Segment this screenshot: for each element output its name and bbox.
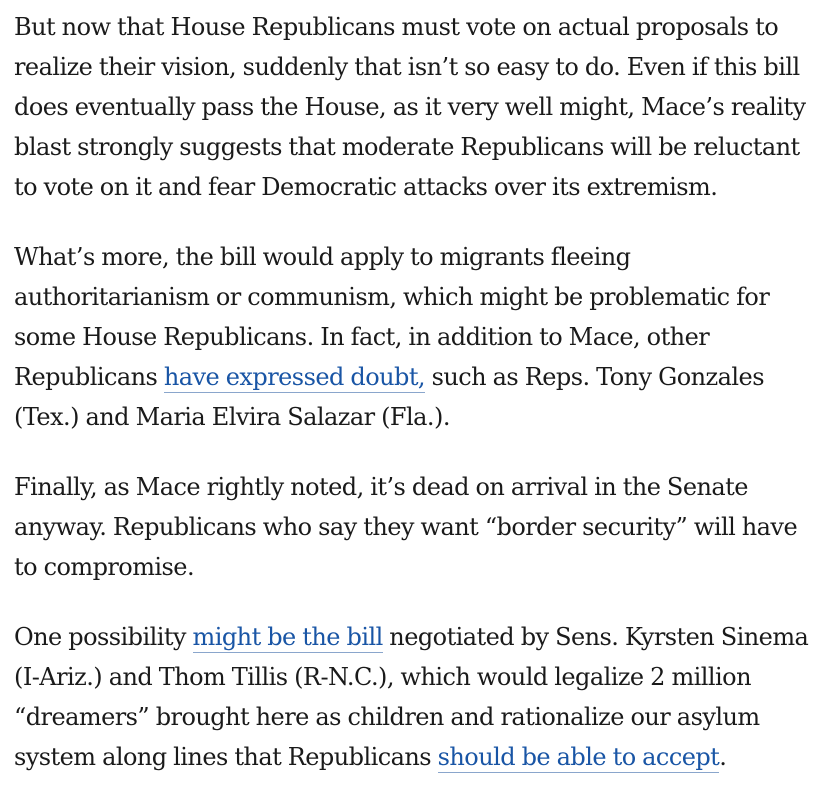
paragraph-1 xyxy=(14,7,814,207)
have-expressed-doubt-link[interactable]: have expressed doubt, xyxy=(163,363,425,391)
paragraph-3-text: Finally, as Mace rightly noted, it’s dead on arrival in the Senate anyway. Republicans who say they want “border security” will have to compromise. xyxy=(14,473,798,581)
should-be-able-to-accept-link[interactable]: should be able to accept xyxy=(437,743,720,771)
paragraph-4-text-middle: negotiated by Sens. Kyrsten Sinema (I-Ariz.) and Thom Tillis (R-N.C.), which would legalize 2 million “dreamers” brought here as children and rationalize our asylum system along lines that Republicans xyxy=(14,623,809,771)
paragraph-1-text: But now that House Republicans must vote on actual proposals to realize their vision, suddenly that isn’t so easy to do. Even if this bill does eventually pass the House, as it very well might, Mace’s reality blast strongly suggests that moderate Republicans will be reluctant to vote on it and fear Democratic attacks over its extremism. xyxy=(14,13,806,201)
paragraph-2-text-before: What’s more, the bill would apply to migrants fleeing authoritarianism or communism, which might be problematic for some House Republicans. In fact, in addition to Mace, other Republicans xyxy=(14,243,770,391)
paragraph-2 xyxy=(14,237,814,437)
paragraph-4-text-before: One possibility xyxy=(14,623,193,651)
might-be-the-bill-link[interactable]: might be the bill xyxy=(192,623,383,651)
paragraph-2-text-after: such as Reps. Tony Gonzales (Tex.) and Maria Elvira Salazar (Fla.). xyxy=(14,363,764,431)
paragraph-4-text-after: . xyxy=(719,743,727,771)
paragraph-4 xyxy=(14,617,814,777)
paragraph-3 xyxy=(14,467,814,587)
article-body xyxy=(14,7,814,807)
